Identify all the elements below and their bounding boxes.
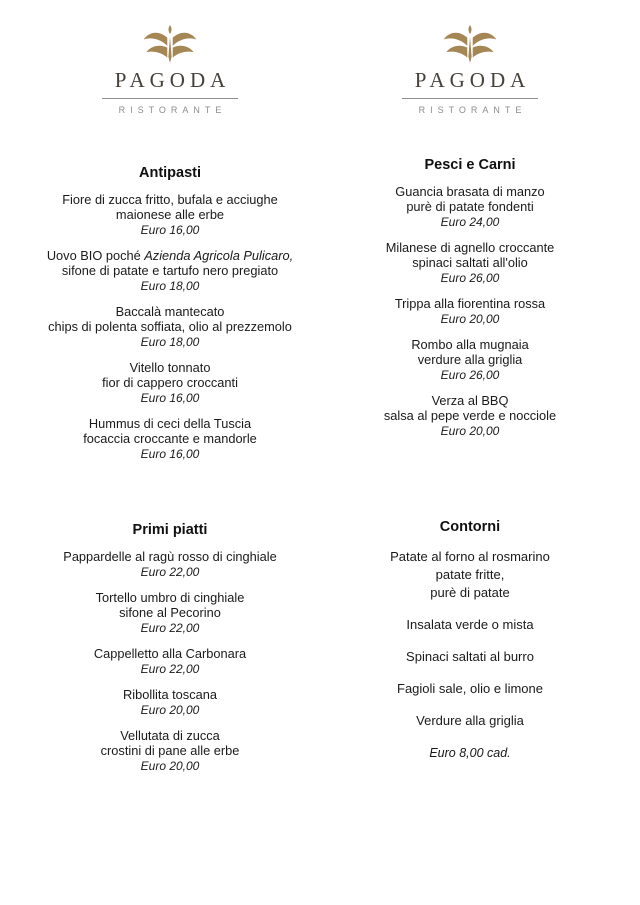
brand-name: PAGODA (102, 66, 239, 99)
menu-item (320, 648, 620, 666)
section-pesci-e-carni (320, 157, 620, 439)
menu-item (20, 192, 320, 238)
item-price: Euro 22,00 (140, 621, 200, 635)
item-desc: sifone di patate e tartufo nero pregiato (61, 263, 279, 278)
item-name: Vitello tonnato (129, 360, 211, 375)
section-antipasti (20, 165, 320, 462)
menu-item (320, 337, 620, 383)
item-name: Rombo alla mugnaia (411, 337, 529, 352)
item-desc: focaccia croccante e mandorle (83, 431, 257, 446)
item-price: Euro 16,00 (140, 447, 200, 461)
section-contorni (320, 519, 620, 762)
menu-item (320, 184, 620, 230)
menu-item (320, 393, 620, 439)
menu-item (20, 549, 320, 580)
item-desc: fior di cappero croccanti (102, 375, 238, 390)
item-name: Cappelletto alla Carbonara (93, 646, 247, 661)
item-desc: crostini di pane alle erbe (100, 743, 240, 758)
item-price: Euro 26,00 (440, 271, 500, 285)
item-name: Ribollita toscana (123, 687, 217, 702)
item-desc: purè di patate (430, 585, 510, 600)
menu-item (20, 687, 320, 718)
menu-item (320, 616, 620, 634)
item-price: Euro 22,00 (140, 565, 200, 579)
item-price: Euro 20,00 (440, 312, 500, 326)
pagoda-lotus-icon (141, 24, 199, 64)
brand-logo (102, 24, 239, 115)
brand-subtitle: RISTORANTE (118, 105, 227, 115)
item-name: Insalata verde o mista (406, 617, 534, 632)
item-name: Verza al BBQ (431, 393, 509, 408)
brand-name: PAGODA (402, 66, 539, 99)
item-name: Spinaci saltati al burro (406, 649, 534, 664)
item-name: Milanese di agnello croccante (385, 240, 555, 255)
menu-item (320, 680, 620, 698)
item-name: Baccalà mantecato (115, 304, 225, 319)
item-price: Euro 20,00 (140, 759, 200, 773)
brand-subtitle: RISTORANTE (418, 105, 527, 115)
section-title: Contorni (439, 519, 501, 535)
item-desc: patate fritte, (435, 567, 505, 582)
item-desc: spinaci saltati all'olio (412, 255, 528, 270)
item-name: Vellutata di zucca (120, 728, 220, 743)
item-name: Tortello umbro di cinghiale (95, 590, 245, 605)
item-name-italic: Azienda Agricola Pulicaro, (144, 248, 294, 263)
item-name: Fagioli sale, olio e limone (397, 681, 543, 696)
item-price: Euro 20,00 (140, 703, 200, 717)
item-name (20, 248, 320, 263)
menu-item (20, 728, 320, 774)
item-name: Hummus di ceci della Tuscia (88, 416, 252, 431)
menu-item (20, 646, 320, 677)
menu-item (20, 360, 320, 406)
item-name: Pappardelle al ragù rosso di cinghiale (63, 549, 277, 564)
item-desc: purè di patate fondenti (406, 199, 534, 214)
item-desc: maionese alle erbe (115, 207, 225, 222)
left-column (20, 24, 320, 774)
item-price: Euro 22,00 (140, 662, 200, 676)
menu-item (320, 296, 620, 327)
section-title: Antipasti (138, 165, 202, 181)
contorni-price-note: Euro 8,00 cad. (429, 746, 511, 760)
section-title: Primi piatti (132, 522, 208, 538)
item-price: Euro 18,00 (140, 335, 200, 349)
item-price: Euro 16,00 (140, 223, 200, 237)
item-price: Euro 20,00 (440, 424, 500, 438)
item-name: Patate al forno al rosmarino (390, 549, 550, 564)
item-name: Guancia brasata di manzo (395, 184, 545, 199)
menu-item (20, 416, 320, 462)
section-title: Pesci e Carni (424, 157, 516, 173)
item-price: Euro 16,00 (140, 391, 200, 405)
item-name: Verdure alla griglia (416, 713, 524, 728)
item-price: Euro 24,00 (440, 215, 500, 229)
menu-item (320, 712, 620, 730)
right-column (320, 24, 620, 774)
item-desc: chips di polenta soffiata, olio al prezzemolo (48, 319, 292, 334)
menu-item (20, 248, 320, 294)
menu-item (20, 304, 320, 350)
item-desc: sifone al Pecorino (119, 605, 221, 620)
item-price: Euro 18,00 (140, 279, 200, 293)
menu-item (320, 240, 620, 286)
item-name-text: Uovo BIO poché (46, 248, 145, 263)
menu-item (320, 548, 620, 602)
item-price: Euro 26,00 (440, 368, 500, 382)
item-name: Trippa alla fiorentina rossa (394, 296, 546, 311)
section-primi-piatti (20, 522, 320, 774)
menu-item (20, 590, 320, 636)
item-name: Fiore di zucca fritto, bufala e acciughe (62, 192, 278, 207)
pagoda-lotus-icon (441, 24, 499, 64)
brand-logo (402, 24, 539, 115)
item-desc: salsa al pepe verde e nocciole (383, 408, 557, 423)
item-desc: verdure alla griglia (417, 352, 523, 367)
